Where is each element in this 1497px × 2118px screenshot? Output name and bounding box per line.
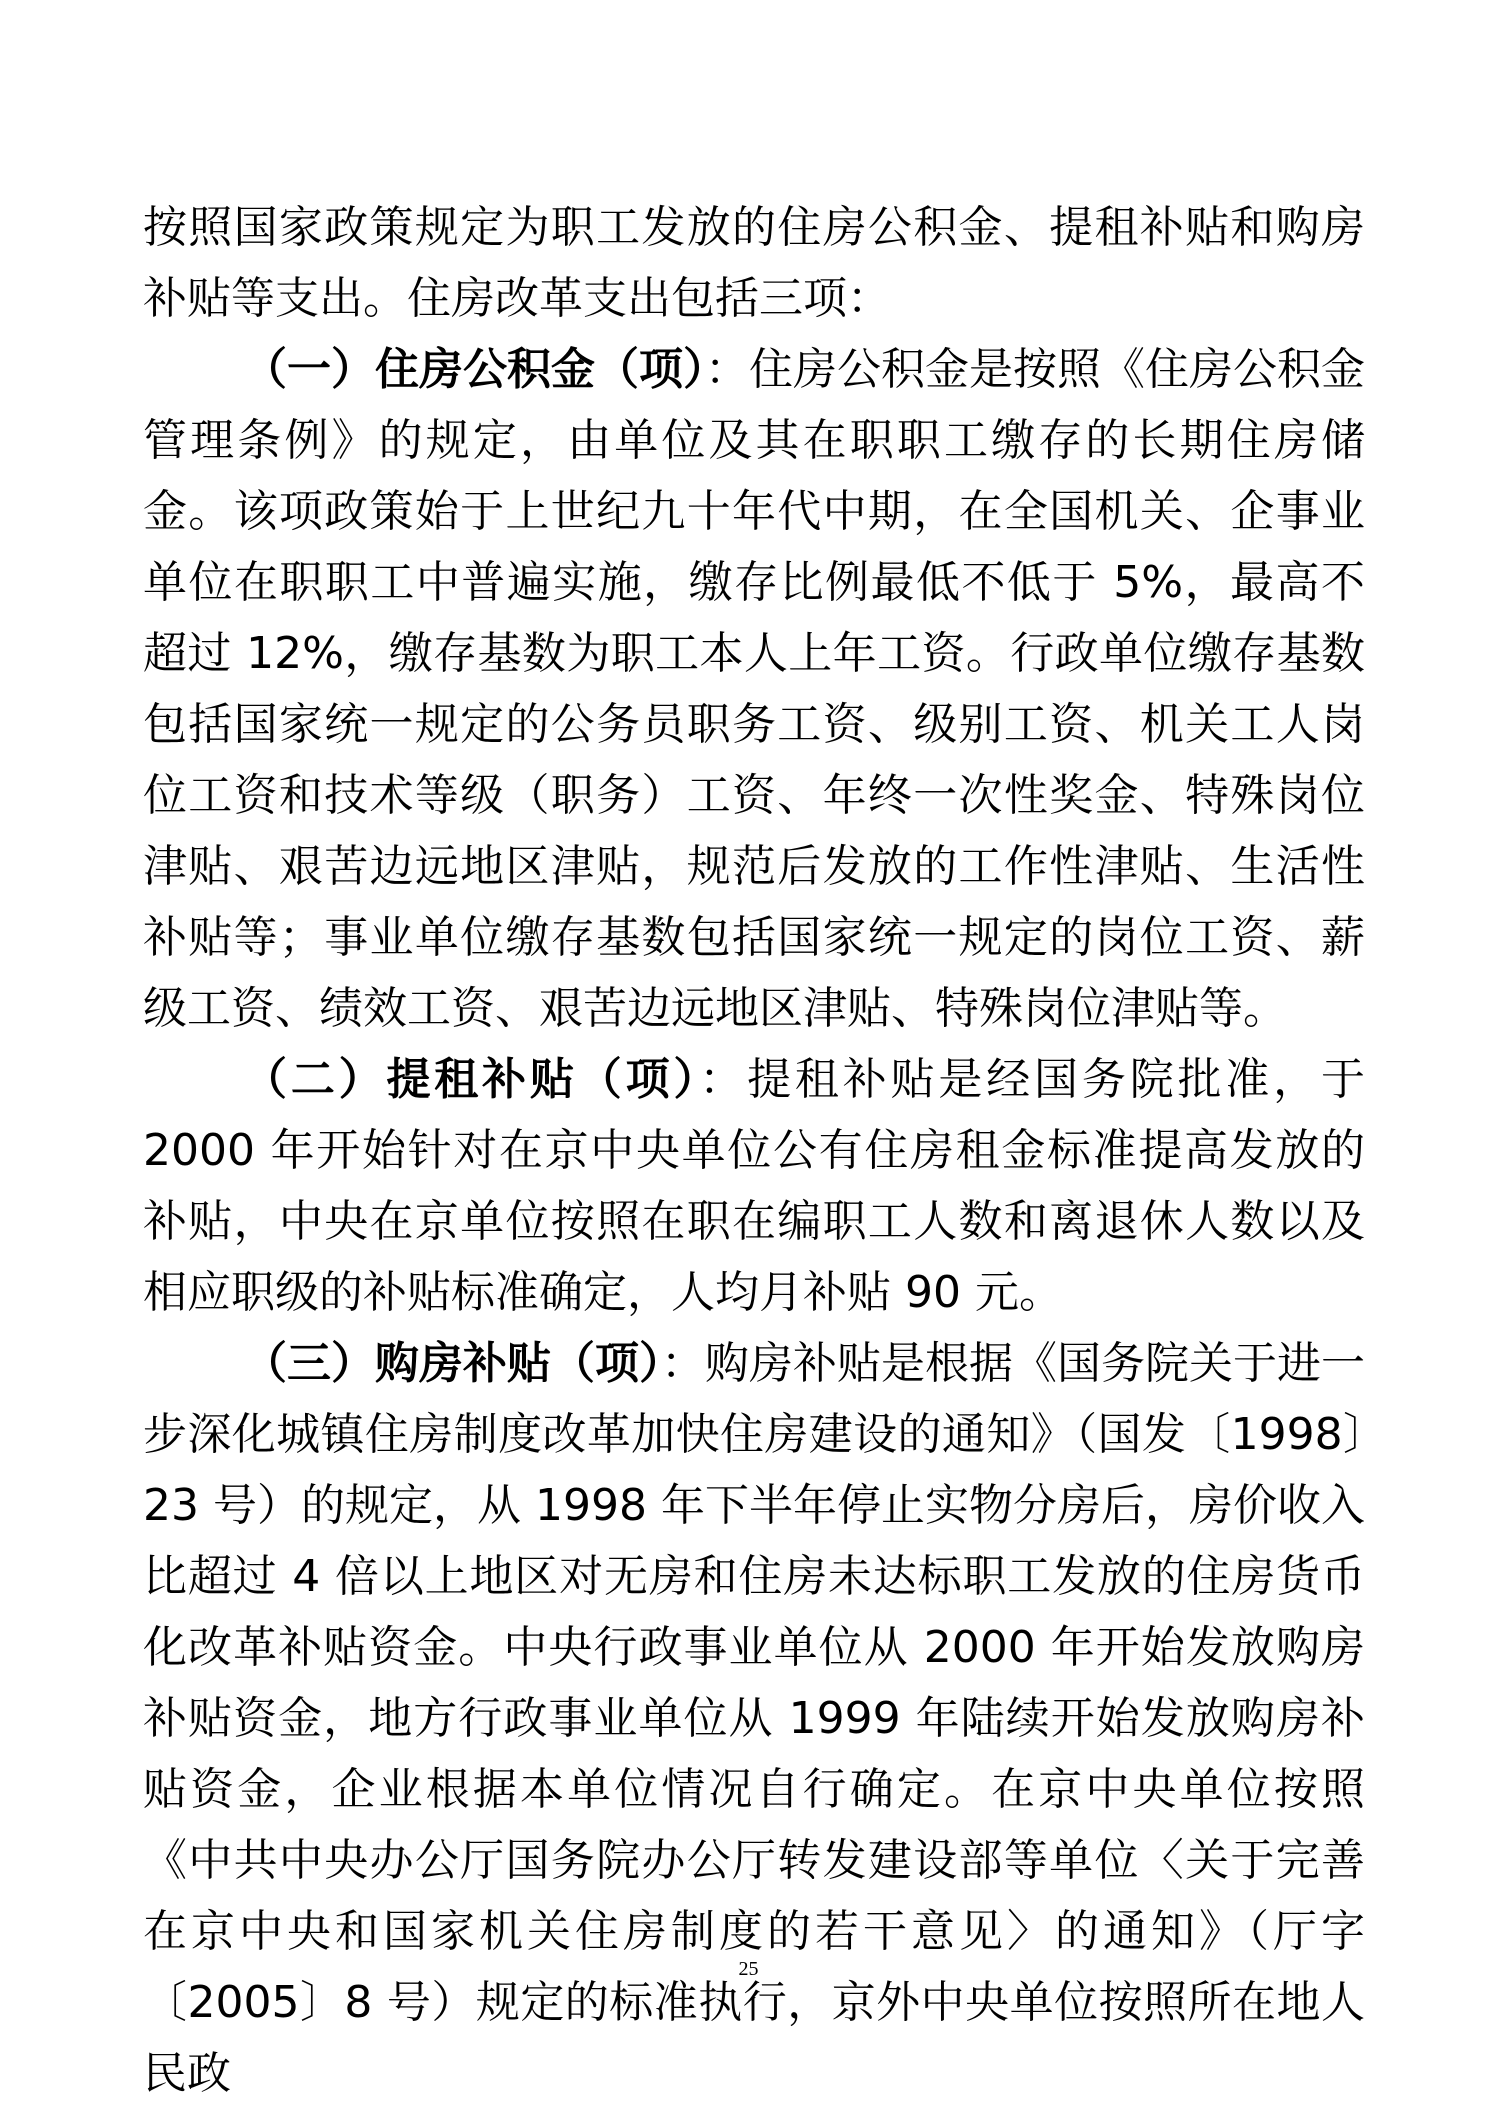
section-heading: （三）购房补贴（项） (243, 1338, 661, 1389)
section-heading: （一）住房公积金（项） (243, 344, 705, 395)
paragraph-housing-fund (143, 334, 1365, 1044)
paragraph-text: ：提租补贴是经国务院批准，于 2000 年开始针对在京中央单位公有住房租金标准提高发放的补贴，中央在京单位按照在职在编职工人数和离退休人数以及相应职级的补贴标准确定，人均月补贴 90 元。 (143, 1054, 1366, 1318)
document-body (143, 192, 1365, 2109)
paragraph-purchase-subsidy (143, 1328, 1365, 2109)
paragraph-text: ：住房公积金是按照《住房公积金管理条例》的规定，由单位及其在职职工缴存的长期住房储金。该项政策始于上世纪九十年代中期，在全国机关、企事业单位在职职工中普遍实施，缴存比例最低不低于 5%，最高不超过 12%，缴存基数为职工本人上年工资。行政单位缴存基数包括国家统一规定的公务员职务工资、级别工资、机关工人岗位工资和技术等级（职务）工资、年终一次性奖金、特殊岗位津贴、艰苦边远地区津贴，规范后发放的工作性津贴、生活性补贴等；事业单位缴存基数包括国家统一规定的岗位工资、薪级工资、绩效工资、艰苦边远地区津贴、特殊岗位津贴等。 (143, 344, 1365, 1034)
paragraph-intro (143, 192, 1365, 334)
paragraph-text: 按照国家政策规定为职工发放的住房公积金、提租补贴和购房补贴等支出。住房改革支出包括三项： (143, 202, 1365, 324)
section-heading: （二）提租补贴（项） (243, 1054, 700, 1105)
paragraph-rent-subsidy (143, 1044, 1365, 1328)
page-number: 25 (738, 1958, 759, 1980)
paragraph-text: ：购房补贴是根据《国务院关于进一步深化城镇住房制度改革加快住房建设的通知》（国发〔1998〕23 号）的规定，从 1998 年下半年停止实物分房后，房价收入比超过 4 倍以上地区对无房和住房未达标职工发放的住房货币化改革补贴资金。中央行政事业单位从 2000 年开始发放购房补贴资金，地方行政事业单位从 1999 年陆续开始发放购房补贴资金，企业根据本单位情况自行确定。在京中央单位按照《中共中央办公厅国务院办公厅转发建设部等单位〈关于完善在京中央和国家机关住房制度的若干意见〉的通知》（厅字〔2005〕8 号）规定的标准执行，京外中央单位按照所在地人民政 (143, 1338, 1365, 2099)
